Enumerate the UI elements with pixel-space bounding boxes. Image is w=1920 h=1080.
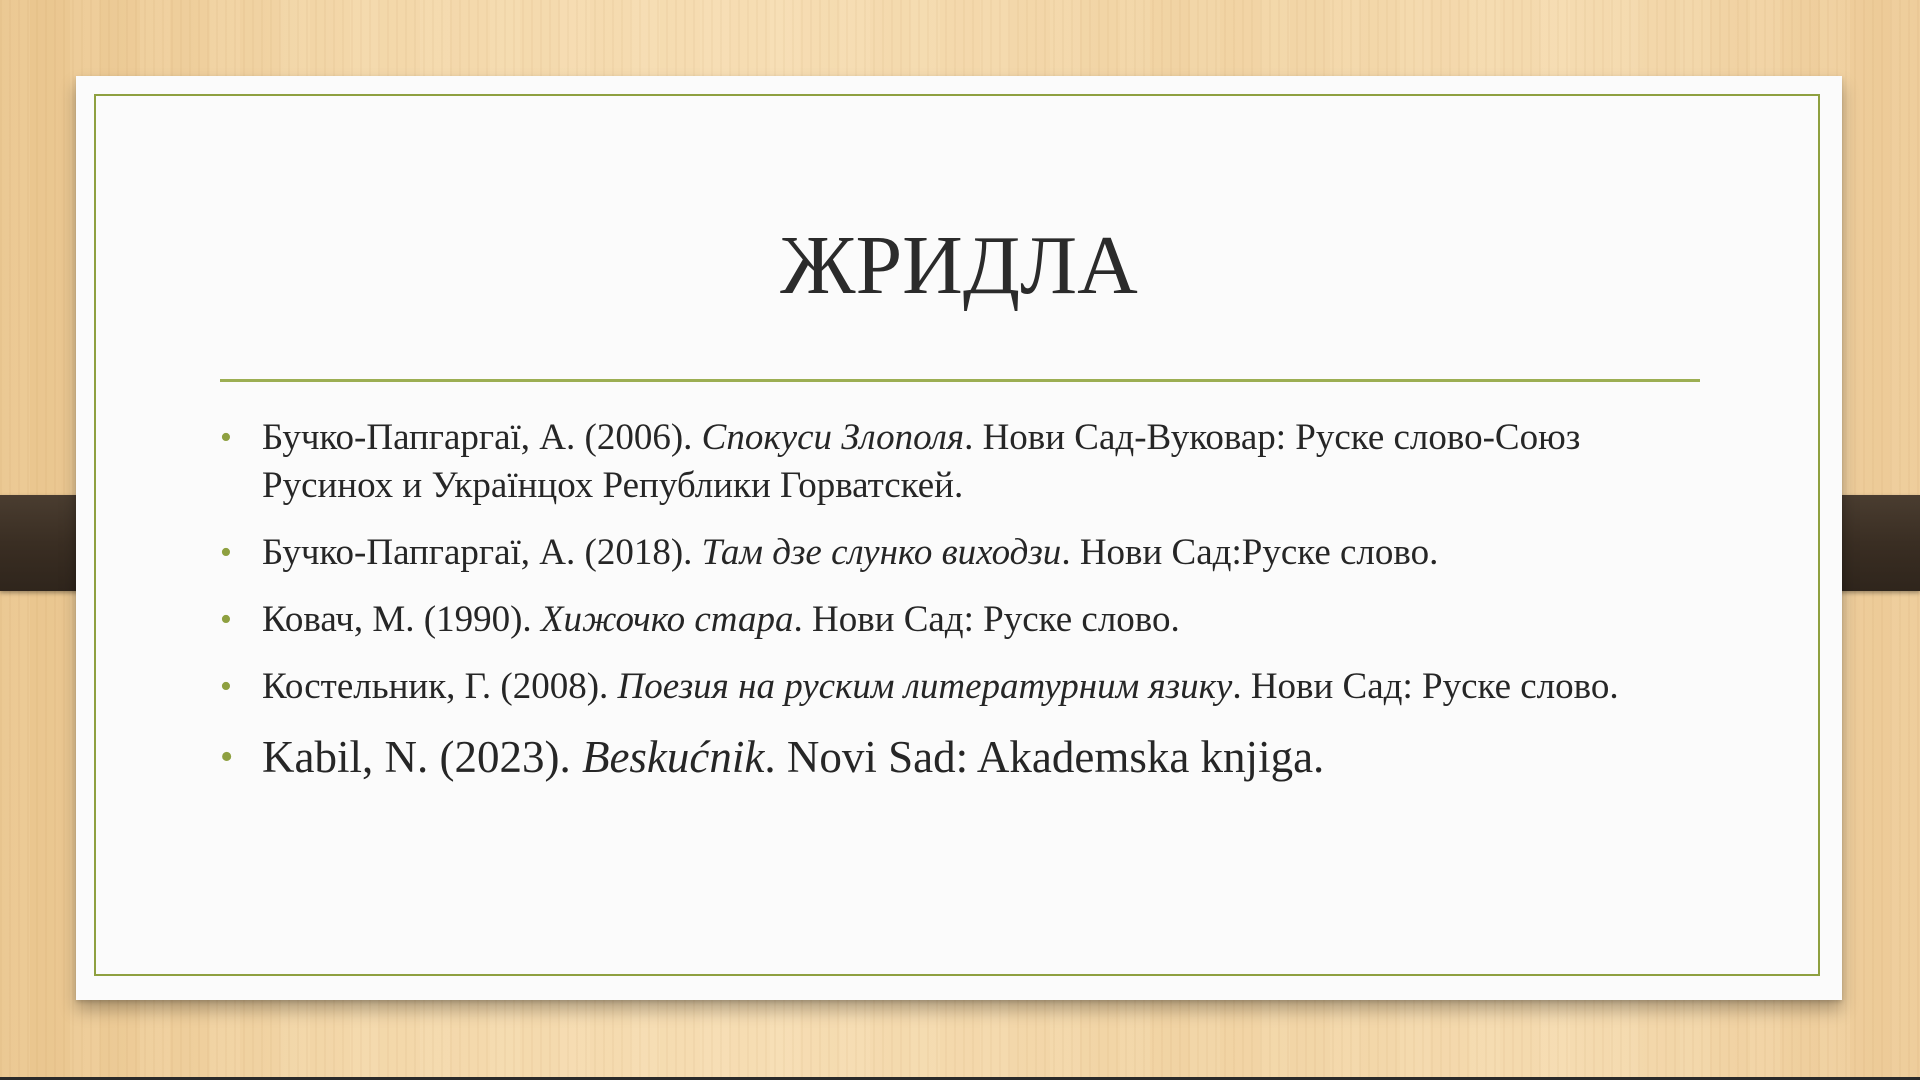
- reference-item: [220, 529, 1700, 577]
- slide-title: ЖРИДЛА: [780, 219, 1138, 312]
- reference-author: Костельник, Г. (2008).: [262, 666, 618, 707]
- reference-publisher: . Нови Сад:Руске слово.: [1061, 532, 1439, 573]
- bullet-dot-icon: •: [220, 419, 232, 456]
- reference-title: Спокуси Злополя: [701, 417, 965, 458]
- reference-item: [220, 730, 1700, 784]
- title-divider: [220, 379, 1700, 382]
- bullet-dot-icon: •: [220, 668, 232, 705]
- reference-author: Бучко-Папгаргаї, А. (2006).: [262, 417, 702, 458]
- reference-title: Поезия на руским литературним язику: [617, 666, 1233, 707]
- reference-item: [220, 414, 1700, 510]
- reference-publisher: . Нови Сад: Руске слово.: [1232, 666, 1619, 707]
- reference-title: Хижочко стара: [540, 599, 794, 640]
- reference-author: Kabil, N. (2023).: [262, 732, 582, 782]
- reference-title: Там дзе слунко виходзи: [701, 532, 1062, 573]
- reference-author: Бучко-Папгаргаї, А. (2018).: [262, 532, 702, 573]
- reference-publisher: . Novi Sad: Akademska knjiga.: [764, 732, 1325, 782]
- reference-title: Beskućnik: [581, 732, 765, 782]
- reference-item: [220, 596, 1700, 644]
- reference-publisher: . Нови Сад: Руске слово.: [793, 599, 1180, 640]
- bullet-dot-icon: •: [220, 534, 232, 571]
- reference-author: Ковач, М. (1990).: [262, 599, 541, 640]
- reference-publisher: . Нови Сад-Вуковар: Руске слово-Союз Русинох и Українцох Републики Горватскей.: [262, 417, 1581, 506]
- reference-list: [220, 414, 1700, 803]
- slide-card: [76, 76, 1842, 1000]
- bullet-dot-icon: •: [220, 736, 234, 778]
- reference-item: [220, 663, 1700, 711]
- bullet-dot-icon: •: [220, 601, 232, 638]
